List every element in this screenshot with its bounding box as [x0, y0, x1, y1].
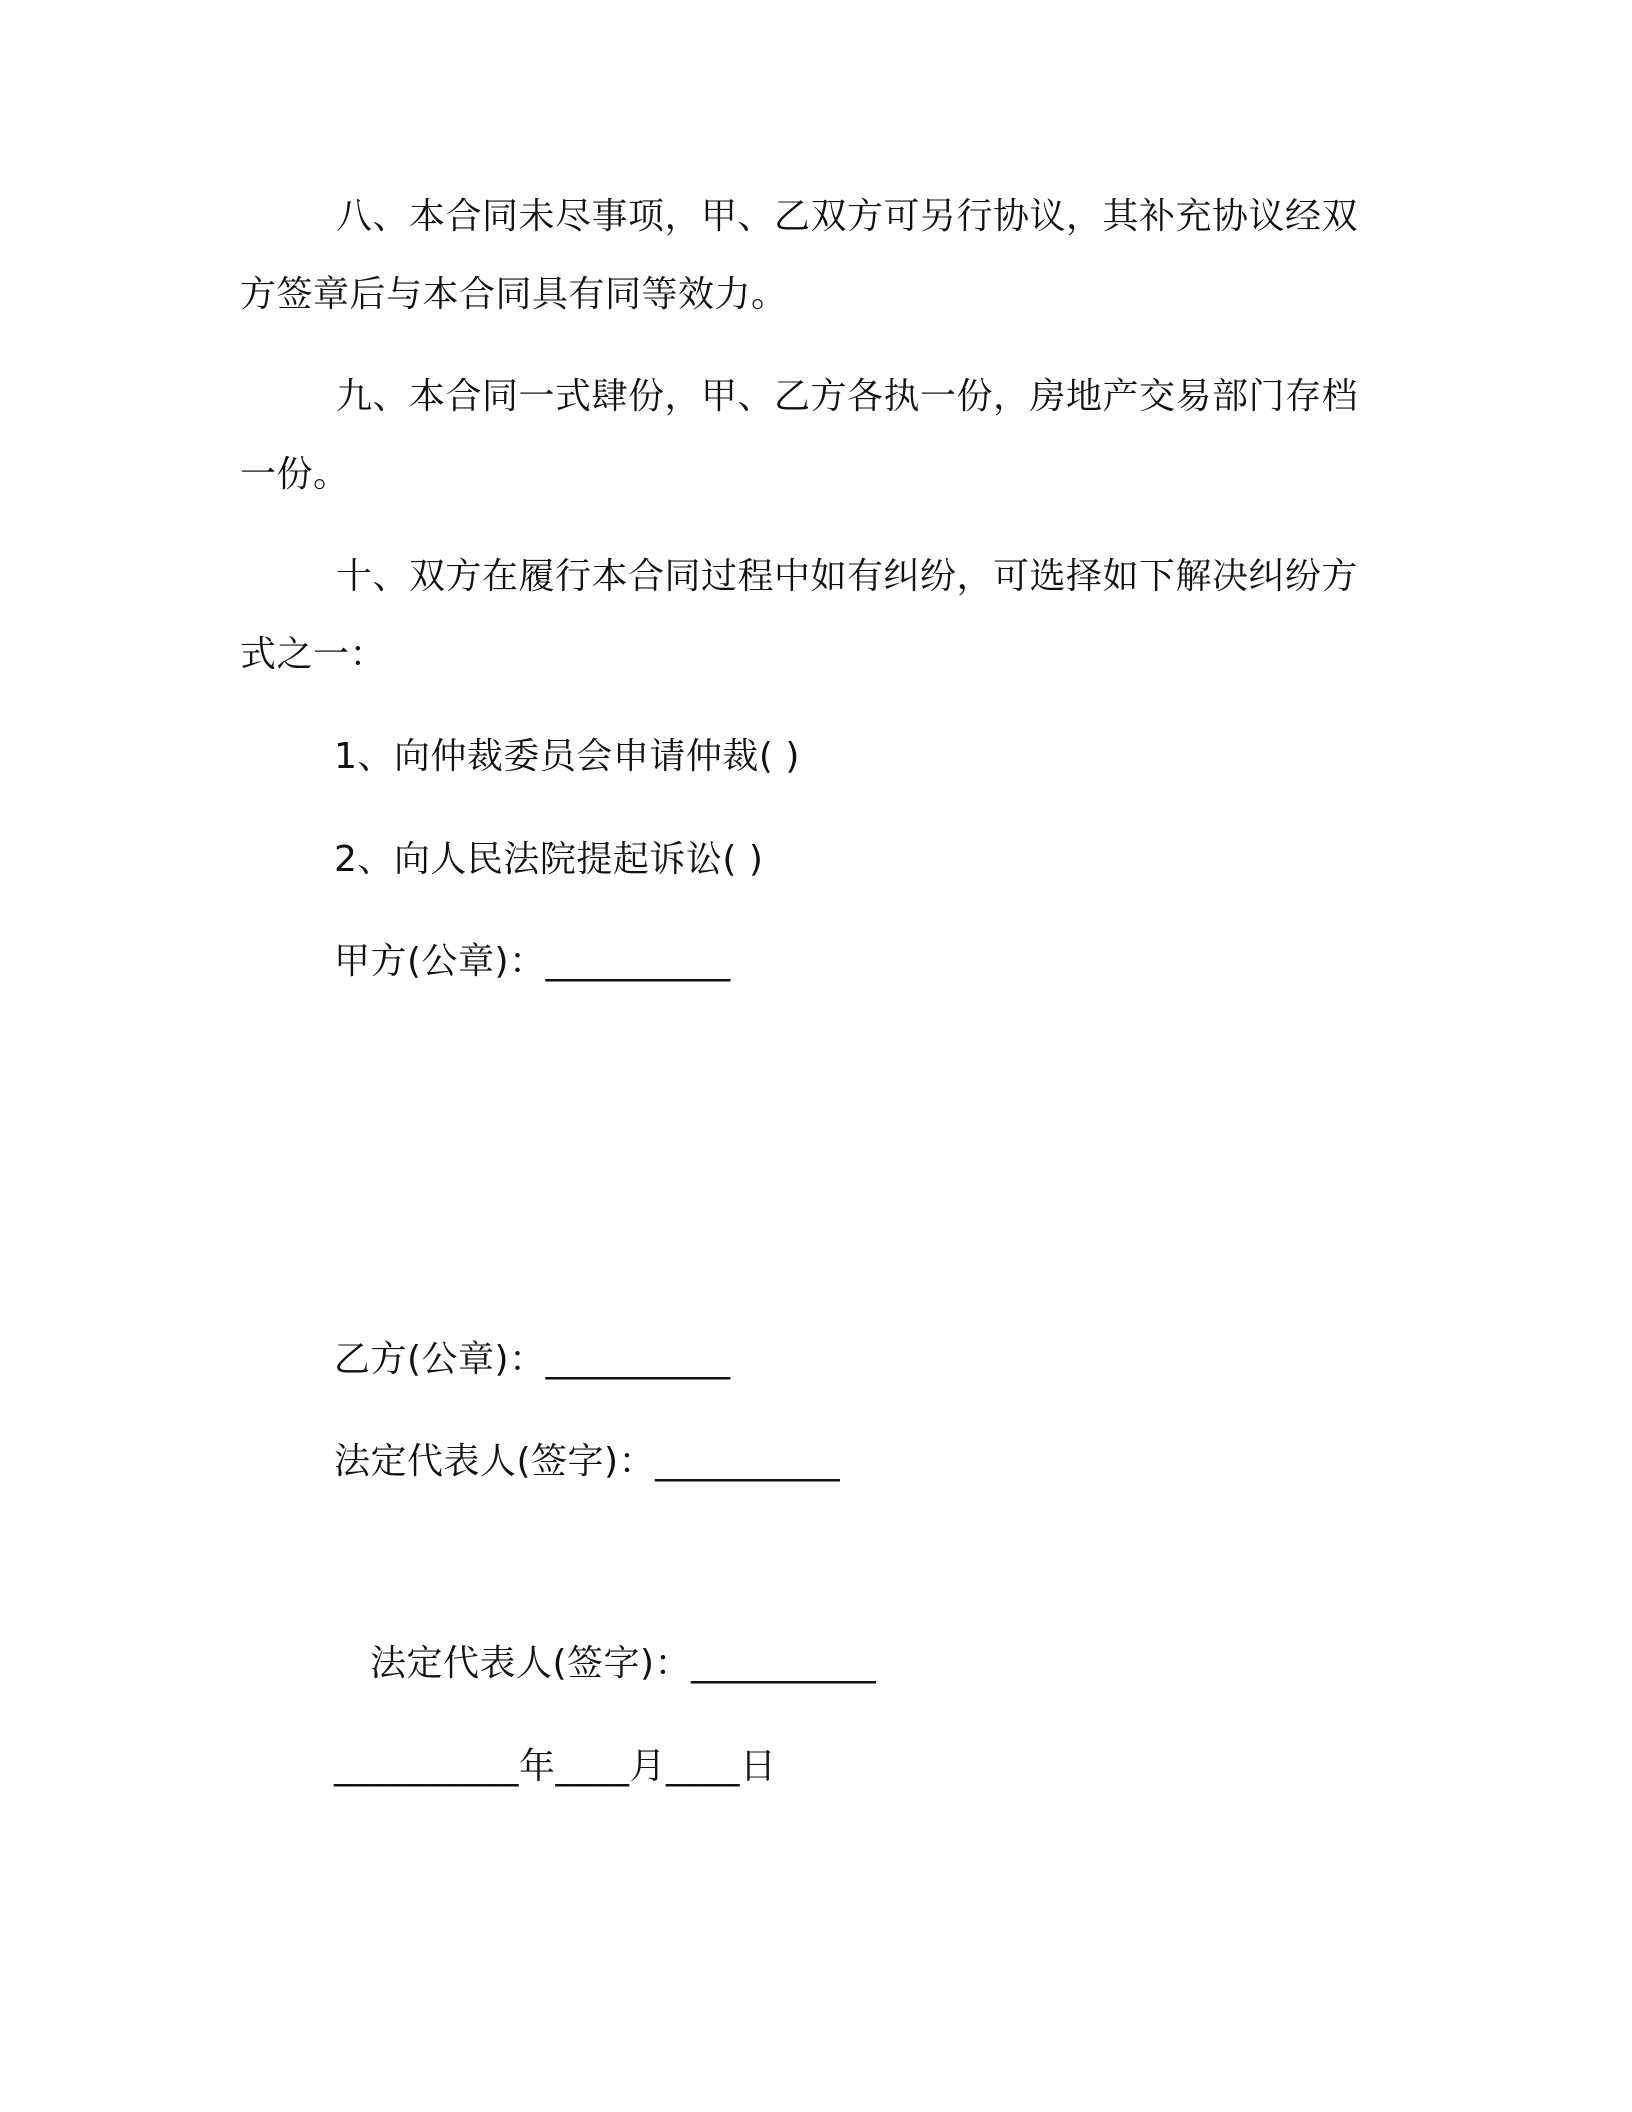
signing-date: __________年____月____日 [334, 1746, 777, 1787]
clause-nine: 九、本合同一式肆份，甲、乙方各执一份，房地产交易部门存档一份。 [240, 376, 1359, 495]
legal-representative-signature-2: 法定代表人(签字)：__________ [370, 1643, 877, 1684]
option-arbitration: 1、向仲裁委员会申请仲裁( ) [334, 736, 800, 777]
legal-representative-signature-1: 法定代表人(签字)：__________ [334, 1441, 841, 1482]
option-litigation: 2、向人民法院提起诉讼( ) [334, 839, 764, 880]
party-b-seal: 乙方(公章)：__________ [334, 1339, 731, 1380]
clause-eight: 八、本合同未尽事项，甲、乙双方可另行协议，其补充协议经双方签章后与本合同具有同等效力。 [240, 196, 1359, 315]
clause-ten: 十、双方在履行本合同过程中如有纠纷，可选择如下解决纠纷方式之一： [240, 556, 1359, 675]
party-a-seal: 甲方(公章)：__________ [334, 941, 731, 982]
